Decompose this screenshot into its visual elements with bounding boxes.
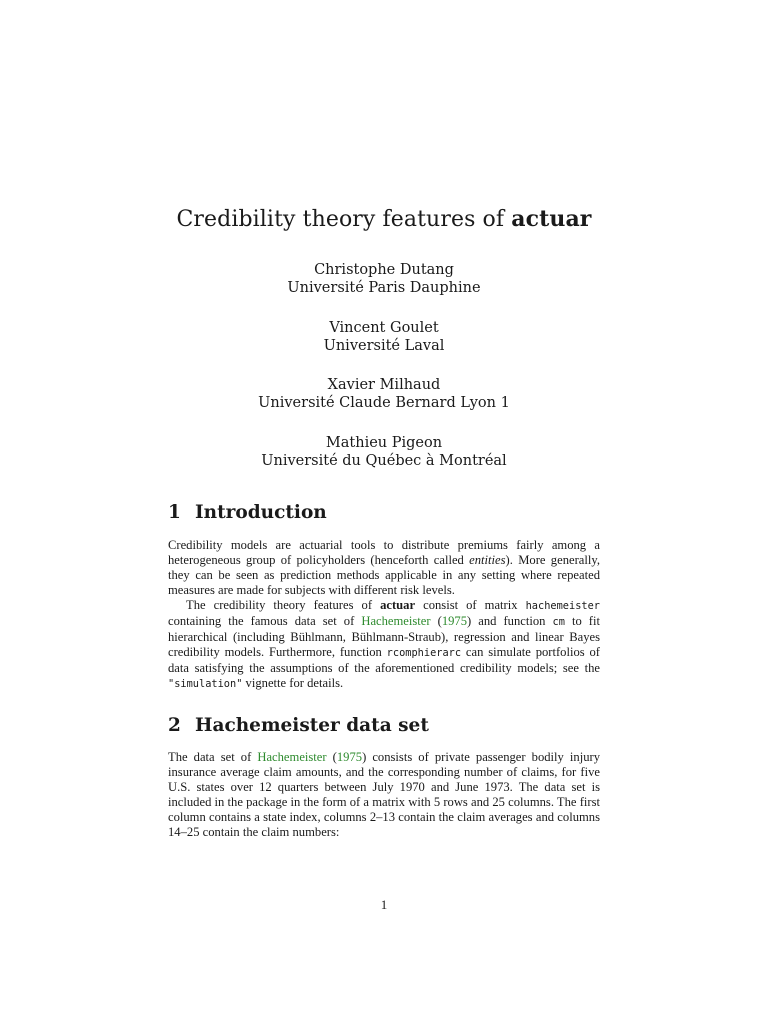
section-title: Introduction [195, 502, 327, 523]
section-number: 1 [168, 502, 181, 523]
citation-link-author[interactable]: Hachemeister [361, 614, 431, 628]
citation-link-year[interactable]: 1975 [441, 614, 468, 628]
section-title: Hachemeister data set [195, 715, 429, 736]
author-name: Vincent Goulet [329, 320, 439, 336]
code-cm: cm [552, 616, 565, 628]
author-block-1 [0, 261, 768, 297]
citation-link-author[interactable]: Hachemeister [257, 750, 327, 764]
paper-title [0, 206, 768, 232]
page-number: 1 [380, 897, 388, 912]
section-heading-hachemeister [168, 715, 429, 736]
author-affiliation: Université Claude Bernard Lyon 1 [258, 395, 510, 411]
author-name: Xavier Milhaud [327, 377, 441, 393]
hachemeister-paragraph: The data set of Hachemeister (1975) consists of private passenger bodily injury insurance average claim amounts, and the corresponding number of claims, for five U.S. states over 12 quarters between July 1970 and June 1973. The data set is included in the package in the form of a matrix with 5 rows and 25 columns. The first column contains a state index, columns 2–13 contain the claim averages and columns 14–25 contain the claim numbers: [168, 750, 601, 839]
citation-link-year[interactable]: 1975 [336, 750, 363, 764]
title-package-name: actuar [511, 206, 592, 232]
author-affiliation: Université du Québec à Montréal [261, 453, 507, 469]
code-rcomphierarc: rcomphierarc [386, 647, 462, 659]
package-name: actuar [380, 598, 416, 612]
intro-paragraph-2: The credibility theory features of actuar consist of matrix hachemeister containing the famous data set of Hachemeister (1975) and function cm to fit hierarchical (including Bühlmann, Bühlmann-Straub), regression and linear Bayes credibility models. Furthermore, function rcomphierarc can simulate portfolios of data satisfying the assumptions of the aforementioned credibility models; see the "simulation" vignette for details. [168, 598, 600, 690]
section-heading-introduction [168, 502, 327, 523]
code-simulation: "simulation" [168, 678, 243, 690]
code-hachemeister: hachemeister [525, 600, 600, 612]
intro-paragraph-1: Credibility models are actuarial tools to distribute premiums fairly among a heterogeneous group of policyholders (henceforth called entities). More generally, they can be seen as prediction methods applicable in any setting where repeated measures are made for subjects with different risk levels. [168, 538, 600, 597]
author-affiliation: Université Paris Dauphine [287, 280, 481, 296]
section-number: 2 [168, 715, 181, 736]
hachemeister-body [168, 750, 600, 840]
title-text: Credibility theory features of [176, 207, 505, 232]
introduction-body [168, 538, 600, 692]
author-block-3 [0, 376, 768, 412]
author-block-2 [0, 319, 768, 355]
author-block-4 [0, 434, 768, 470]
author-name: Christophe Dutang [314, 262, 454, 278]
author-affiliation: Université Laval [323, 338, 445, 354]
emphasis-entities: entities [469, 553, 506, 567]
author-name: Mathieu Pigeon [325, 435, 443, 451]
